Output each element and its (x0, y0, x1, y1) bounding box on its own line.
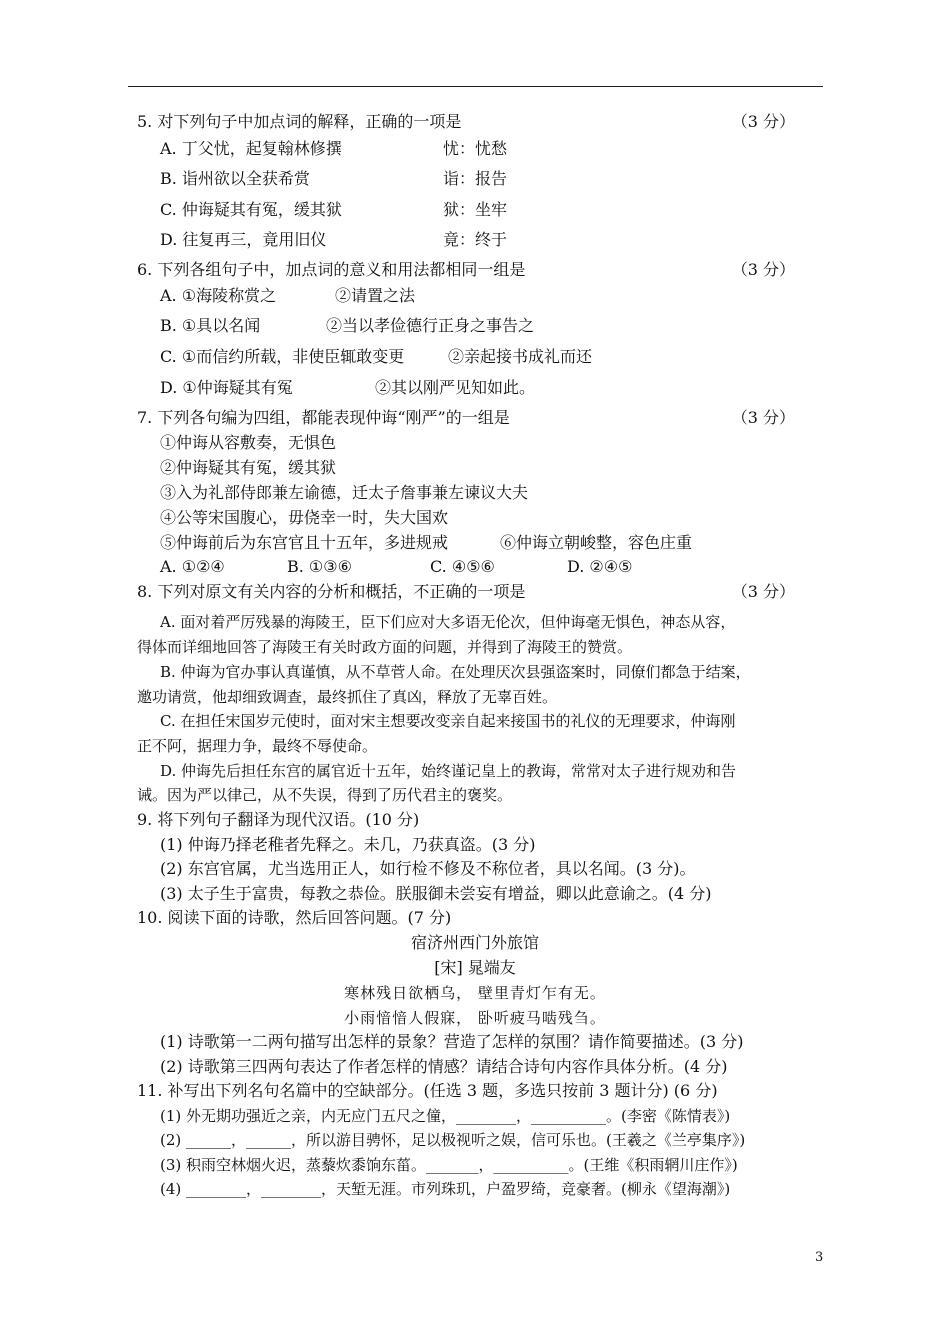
q7-choice-a: A. ①②④ (160, 557, 225, 576)
q7-item-1: ①仲诲从容敷奏，无惧色 (160, 433, 337, 452)
q8-line-1: A. 面对着严厉残暴的海陵王，臣下们应对大多语无伦次，但仲诲毫无惧色，神态从容， (160, 613, 736, 631)
q8-line-2: 得体而详细地回答了海陵王有关时政方面的问题，并得到了海陵王的赞赏。 (137, 638, 633, 656)
q9-stem: 9. 将下列句子翻译为现代汉语。(10 分) (137, 810, 420, 829)
q9-item-3: (3) 太子生于富贵，每教之恭俭。朕服御未尝妄有增益，卿以此意谕之。(4 分) (160, 884, 712, 903)
q11-item-4: (4) ________，________，天堑无涯。市列珠玑，户盈罗绮，竞豪奢。(柳永《望海潮》) (160, 1180, 731, 1198)
q5-option-b-gloss: 诣：报告 (443, 169, 508, 188)
q5-option-a: A. 丁父忧，起复翰林修撰 (160, 139, 342, 158)
q5-score: （3 分） (731, 112, 795, 131)
q8-line-3: B. 仲诲为官办事认真谨慎，从不草菅人命。在处理厌次县强盗案时，同僚们都急于结案， (160, 663, 751, 681)
q7-item-2: ②仲诲疑其有冤，缓其狱 (160, 458, 337, 477)
q5-option-d: D. 往复再三，竟用旧仪 (160, 230, 327, 249)
q8-score: （3 分） (731, 582, 795, 601)
q7-score: （3 分） (731, 408, 795, 427)
page-number: 3 (815, 1250, 824, 1265)
q7-item-6: ⑥仲诲立朝峻整，容色庄重 (500, 533, 693, 552)
q5-option-c: C. 仲诲疑其有冤，缓其狱 (160, 200, 342, 219)
q7-item-4: ④公等宋国腹心，毋侥幸一时，失大国欢 (160, 508, 449, 527)
q11-item-1: (1) 外无期功强近之亲，内无应门五尺之僮，________，__________。(李密《陈情表》) (160, 1107, 731, 1125)
q6-option-b-1: B. ①具以名闻 (160, 316, 261, 335)
header-rule (128, 86, 823, 87)
q6-option-a-1: A. ①海陵称赏之 (160, 286, 277, 305)
q8-line-8: 诫。因为严以律己，从不失误，得到了历代君主的褒奖。 (137, 786, 513, 804)
q7-choice-d: D. ②④⑤ (567, 557, 633, 576)
q6-option-a-2: ②请置之法 (335, 286, 416, 305)
q7-stem: 7. 下列各句编为四组，都能表现仲诲“刚严”的一组是 (137, 408, 510, 427)
q5-option-c-gloss: 狱：坐牢 (443, 200, 508, 219)
q10-stem: 10. 阅读下面的诗歌，然后回答问题。(7 分) (137, 908, 452, 927)
q7-item-3: ③入为礼部侍郎兼左谕德，迁太子詹事兼左谏议大夫 (160, 483, 529, 502)
q11-stem: 11. 补写出下列名句名篇中的空缺部分。(任选 3 题，多选只按前 3 题计分) (6 分) (137, 1081, 718, 1100)
q8-line-6: 正不阿，据理力争，最终不辱使命。 (137, 737, 378, 755)
q8-line-5: C. 在担任宋国岁元使时，面对宋主想要改变亲自起来接国书的礼仪的无理要求，仲诲刚 (160, 712, 736, 730)
q6-option-d-2: ②其以刚严见知如此。 (375, 378, 536, 397)
poem-title: 宿济州西门外旅馆 (410, 933, 539, 952)
q7-choice-c: C. ④⑤⑥ (430, 557, 495, 576)
q7-choice-b: B. ①③⑥ (287, 557, 352, 576)
q6-option-d-1: D. ①仲诲疑其有冤 (160, 378, 293, 397)
q9-item-2: (2) 东宫官属，尤当选用正人，如行检不修及不称位者，具以名闻。(3 分)。 (160, 859, 696, 878)
q6-option-b-2: ②当以孝俭德行正身之事告之 (326, 316, 535, 335)
q5-option-b: B. 诣州欲以全获希赏 (160, 169, 310, 188)
q11-item-2: (2) ______，______，所以游目骋怀，足以极视听之娱，信可乐也。(王羲之《兰亭集序》) (160, 1131, 746, 1149)
q8-line-4: 邀功请赏，他却细致调查，最终抓住了真凶，释放了无辜百姓。 (137, 688, 558, 706)
q10-item-2: (2) 诗歌第三四两句表达了作者怎样的情感？请结合诗句内容作具体分析。(4 分) (160, 1057, 728, 1076)
q10-item-1: (1) 诗歌第一二两句描写出怎样的景象？营造了怎样的氛围？请作简要描述。(3 分) (160, 1032, 744, 1051)
poem-author: [宋] 晁端友 (434, 958, 516, 977)
q6-stem: 6. 下列各组句子中，加点词的意义和用法都相同一组是 (137, 260, 526, 279)
poem-line-2: 小雨愔愔人假寐， 卧听疲马啮残刍。 (344, 1009, 606, 1027)
q9-item-1: (1) 仲诲乃择老稚者先释之。未几，乃获真盗。(3 分) (160, 835, 536, 854)
q5-stem: 5. 对下列句子中加点词的解释，正确的一项是 (137, 112, 462, 131)
q7-item-5: ⑤仲诲前后为东宫官且十五年，多进规戒 (160, 533, 449, 552)
poem-line-1: 寒林残日欲栖乌， 壁里青灯乍有无。 (344, 984, 606, 1002)
q5-option-a-gloss: 忧：忧愁 (443, 139, 508, 158)
q6-option-c-2: ②亲起接书成礼而还 (448, 347, 593, 366)
q8-stem: 8. 下列对原文有关内容的分析和概括，不正确的一项是 (137, 582, 526, 601)
q5-option-d-gloss: 竟：终于 (443, 230, 508, 249)
q8-line-7: D. 仲诲先后担任东宫的属官近十五年，始终谨记皇上的教诲，常常对太子进行规劝和告 (160, 762, 737, 780)
q6-score: （3 分） (731, 260, 795, 279)
q6-option-c-1: C. ①而信约所载，非使臣辄敢变更 (160, 347, 405, 366)
q11-item-3: (3) 积雨空林烟火迟，蒸藜炊黍饷东菑。_______，__________。(王维《积雨辋川庄作》) (160, 1156, 738, 1174)
